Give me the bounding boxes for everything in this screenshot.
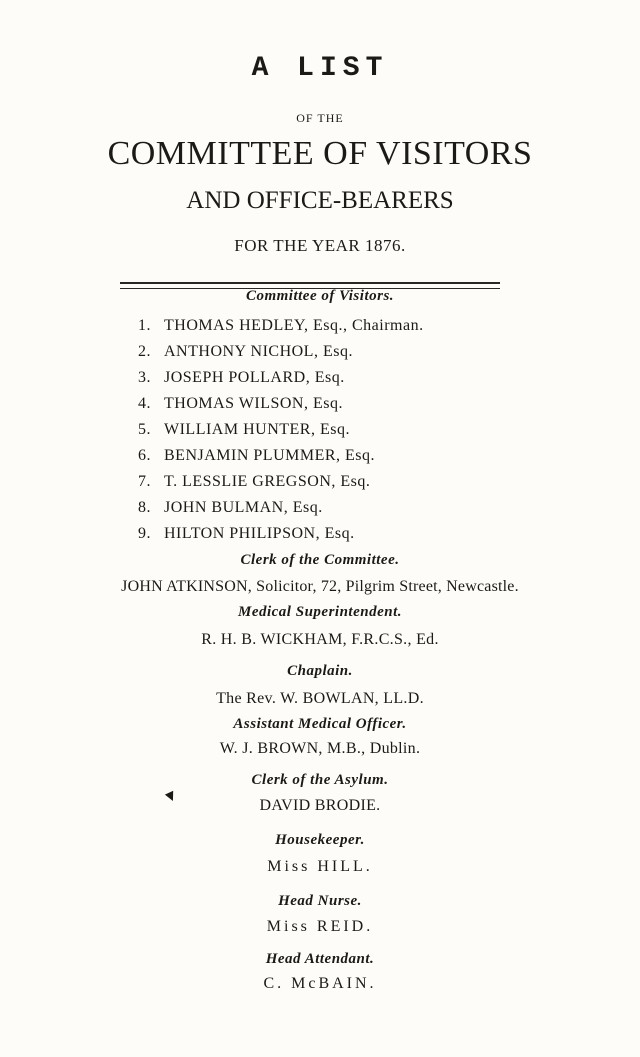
list-item: 6. BENJAMIN PLUMMER, Esq.	[138, 447, 376, 464]
heading-head-attendant: Head Attendant.	[265, 951, 375, 967]
housekeeper-name: Miss HILL.	[267, 858, 373, 875]
heading-housekeeper: Housekeeper.	[275, 832, 365, 848]
title-committee-of-visitors: COMMITTEE OF VISITORS	[107, 135, 533, 172]
heading-committee-of-visitors: Committee of Visitors.	[245, 288, 395, 304]
list-item: 5. WILLIAM HUNTER, Esq.	[138, 421, 350, 438]
chaplain-name: The Rev. W. BOWLAN, LL.D.	[216, 690, 424, 707]
heading-clerk-of-asylum: Clerk of the Asylum.	[251, 772, 389, 788]
list-item: 3. JOSEPH POLLARD, Esq.	[138, 369, 345, 386]
document-title: A LIST	[251, 53, 389, 84]
ink-mark-icon: ▼	[163, 787, 178, 805]
list-item: 2. ANTHONY NICHOL, Esq.	[138, 343, 353, 360]
head-nurse-name: Miss REID.	[266, 918, 374, 935]
committee-member-list	[138, 313, 424, 547]
list-item: 9. HILTON PHILIPSON, Esq.	[138, 525, 355, 542]
title-office-bearers: AND OFFICE-BEARERS	[186, 187, 454, 214]
medical-superintendent-name: R. H. B. WICKHAM, F.R.C.S., Ed.	[201, 631, 439, 648]
heading-head-nurse: Head Nurse.	[278, 893, 362, 909]
title-year: FOR THE YEAR 1876.	[234, 236, 406, 255]
list-item: 1. THOMAS HEDLEY, Esq., Chairman.	[138, 317, 424, 334]
assistant-medical-officer-name: W. J. BROWN, M.B., Dublin.	[219, 740, 421, 757]
heading-medical-superintendent: Medical Superintendent.	[237, 604, 402, 620]
list-item: 4. THOMAS WILSON, Esq.	[138, 395, 343, 412]
heading-clerk-of-committee: Clerk of the Committee.	[240, 552, 400, 568]
heading-chaplain: Chaplain.	[287, 663, 353, 679]
head-attendant-name: C. McBAIN.	[263, 975, 377, 992]
list-item: 7. T. LESSLIE GREGSON, Esq.	[138, 473, 371, 490]
list-item: 8. JOHN BULMAN, Esq.	[138, 499, 323, 516]
title-of-the: OF THE	[296, 111, 344, 125]
clerk-of-committee-name: JOHN ATKINSON, Solicitor, 72, Pilgrim Street, Newcastle.	[121, 578, 519, 595]
clerk-of-asylum-name: DAVID BRODIE.	[259, 797, 381, 814]
heading-assistant-medical-officer: Assistant Medical Officer.	[233, 716, 407, 732]
